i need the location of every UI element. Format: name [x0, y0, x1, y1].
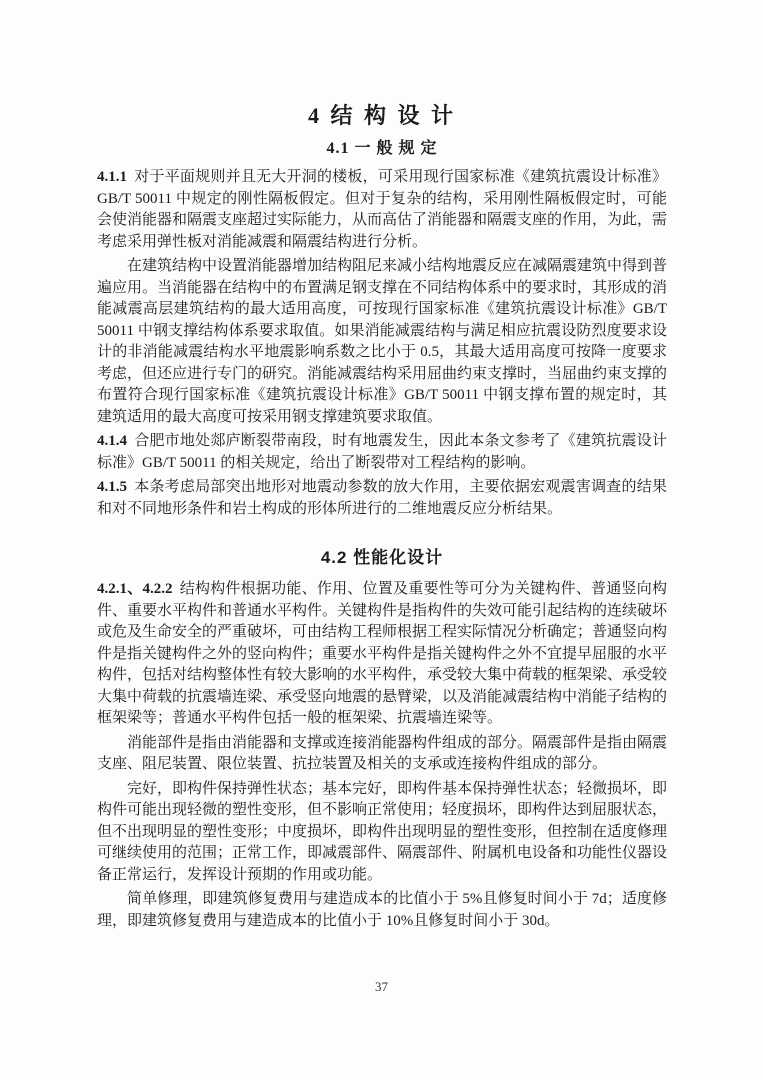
clause-4-1-1-text: 对于平面规则并且无大开洞的楼板，可采用现行国家标准《建筑抗震设计标准》GB/T 50011 中规定的刚性隔板假定。但对于复杂的结构，采用刚性隔板假定时，可能会使消能器和隔震支座超过实际能力，从而高估了消能器和隔震支座的作用，为此，需考虑采用弹性板对消能减震和隔震结构进行分析。	[97, 169, 668, 250]
clause-4-1-1-paragraph	[97, 167, 667, 253]
repair-level-definitions-paragraph	[97, 889, 667, 932]
repair-level-definitions-text: 简单修理，即建筑修复费用与建造成本的比值小于 5%且修复时间小于 7d；适度修理，即建筑修复费用与建造成本的比值小于 10%且修复时间小于 30d。	[97, 891, 667, 929]
damage-state-definitions-paragraph	[97, 779, 667, 887]
page-content	[97, 102, 667, 935]
page-number: 37	[375, 979, 388, 994]
clause-4-1-4-label: 4.1.4	[97, 433, 127, 449]
energy-dissipation-parts-paragraph	[97, 733, 667, 776]
energy-dissipation-parts-text: 消能部件是指由消能器和支撑或连接消能器构件组成的部分。隔震部件是指由隔震支座、阻尼装置、限位装置、抗拉装置及相关的支承或连接构件组成的部分。	[97, 734, 668, 772]
clause-4-1-1-continuation-paragraph	[97, 256, 667, 428]
clause-4-2-1-4-2-2-paragraph	[97, 579, 667, 730]
chapter-title: 4 结 构 设 计	[307, 103, 456, 128]
section-4-1-heading: 4.1 一 般 规 定	[326, 140, 438, 157]
damage-state-definitions-text: 完好，即构件保持弹性状态；基本完好，即构件基本保持弹性状态；轻微损坏，即构件可能出现轻微的塑性变形，但不影响正常使用；轻度损坏，即构件达到屈服状态，但不出现明显的塑性变形；中度损坏，即构件出现明显的塑性变形，但控制在适度修理可继续使用的范围；正常工作，即减震部件、隔震部件、附属机电设备和功能性仪器设备正常运行，发挥设计预期的作用或功能。	[97, 780, 668, 883]
clause-4-1-1-label: 4.1.1	[97, 169, 127, 185]
clause-4-1-4-text: 合肥市地处郯庐断裂带南段，时有地震发生，因此本条文参考了《建筑抗震设计标准》GB/T 50011 的相关规定，给出了断裂带对工程结构的影响。	[97, 433, 667, 471]
clause-4-1-5-text: 本条考虑局部突出地形对地震动参数的放大作用，主要依据宏观震害调查的结果和对不同地形条件和岩土构成的形体所进行的二维地震反应分析结果。	[97, 479, 667, 517]
clause-4-2-1-4-2-2-label: 4.2.1、4.2.2	[97, 581, 173, 597]
clause-4-1-5-paragraph	[97, 477, 667, 520]
clause-4-2-1-4-2-2-text: 结构构件根据功能、作用、位置及重要性等可分为关键构件、普通竖向构件、重要水平构件和普通水平构件。关键构件是指构件的失效可能引起结构的连续破坏或危及生命安全的严重破坏，可由结构工程师根据工程实际情况分析确定；普通竖向构件是指关键构件之外的竖向构件；重要水平构件是指关键构件之外不宜提早屈服的水平构件，包括对结构整体性有较大影响的水平构件，承受较大集中荷载的框架梁、承受较大集中荷载的抗震墙连梁、承受竖向地震的悬臂梁，以及消能减震结构中消能子结构的框架梁等；普通水平构件包括一般的框架梁、抗震墙连梁等。	[97, 581, 668, 726]
clause-4-1-5-label: 4.1.5	[97, 479, 127, 495]
section-4-2-heading: 4.2 性能化设计	[320, 548, 444, 567]
clause-4-1-4-paragraph	[97, 431, 667, 474]
clause-4-1-1-continuation-text: 在建筑结构中设置消能器增加结构阻尼来减小结构地震反应在减隔震建筑中得到普遍应用。当消能器在结构中的布置满足钢支撑在不同结构体系中的要求时，其形成的消能减震高层建筑结构的最大适用高度，可按现行国家标准《建筑抗震设计标准》GB/T 50011 中钢支撑结构体系要求取值。如果消能减震结构与满足相应抗震设防烈度要求设计的非消能减震结构水平地震影响系数之比小于 0.5，其最大适用高度可按降一度要求考虑，但还应进行专门的研究。消能减震结构采用屈曲约束支撑时，当屈曲约束支撑的布置符合现行国家标准《建筑抗震设计标准》GB/T 50011 中钢支撑布置的规定时，其建筑适用的最大高度可按采用钢支撑建筑要求取值。	[97, 258, 668, 425]
